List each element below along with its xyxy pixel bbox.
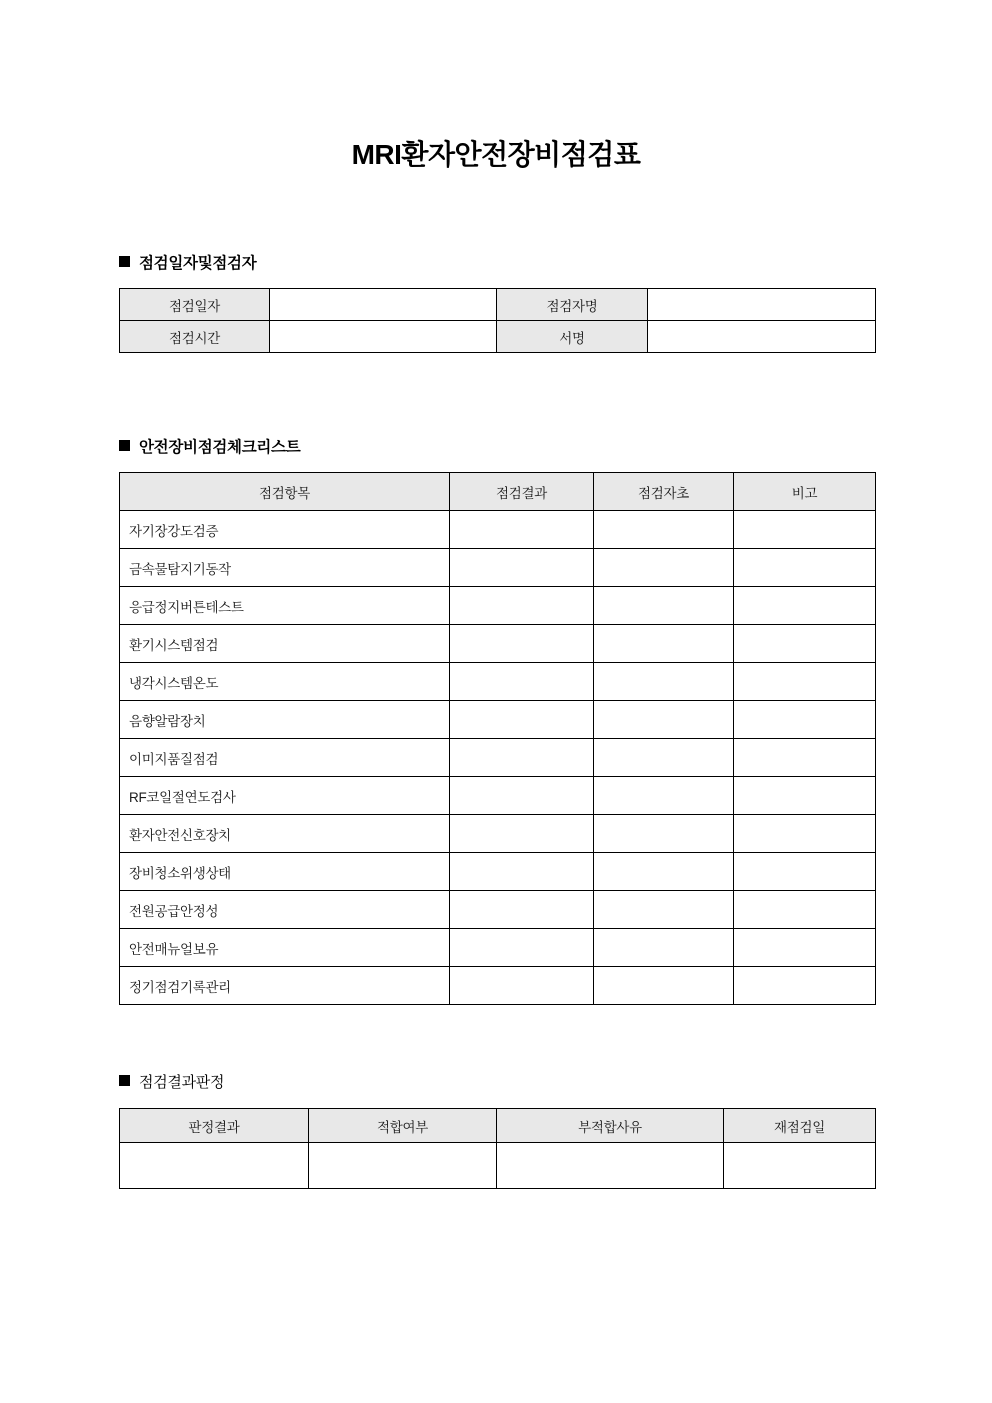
checklist-remarks-cell[interactable] <box>734 663 876 701</box>
checklist-remarks-cell[interactable] <box>734 815 876 853</box>
section-heading-inspector-label: 점검일자및점검자 <box>139 255 257 272</box>
checklist-item-label: 자기장강도검증 <box>120 511 450 549</box>
section-heading-judgement-label: 점검결과판정 <box>139 1074 225 1091</box>
checklist-remarks-cell[interactable] <box>734 777 876 815</box>
field-conformity[interactable] <box>309 1143 497 1189</box>
checklist-item-label: 이미지품질점검 <box>120 739 450 777</box>
column-header-judgement-result: 판정결과 <box>120 1109 309 1143</box>
table-header-row <box>120 1109 876 1143</box>
checklist-result-cell[interactable] <box>450 815 594 853</box>
checklist-initials-cell[interactable] <box>594 625 734 663</box>
table-row <box>120 853 876 891</box>
table-row <box>120 815 876 853</box>
checklist-item-label: 응급정지버튼테스트 <box>120 587 450 625</box>
checklist-initials-cell[interactable] <box>594 663 734 701</box>
table-row <box>120 289 876 321</box>
checklist-remarks-cell[interactable] <box>734 929 876 967</box>
checklist-result-cell[interactable] <box>450 739 594 777</box>
checklist-result-cell[interactable] <box>450 777 594 815</box>
checklist-result-cell[interactable] <box>450 549 594 587</box>
table-row <box>120 587 876 625</box>
checklist-item-label: 장비청소위생상태 <box>120 853 450 891</box>
field-signature[interactable] <box>648 321 876 353</box>
table-row <box>120 625 876 663</box>
checklist-remarks-cell[interactable] <box>734 701 876 739</box>
checklist-item-label: 금속물탐지기동작 <box>120 549 450 587</box>
square-bullet-icon <box>119 256 130 267</box>
checklist-item-label: 환기시스템점검 <box>120 625 450 663</box>
table-row <box>120 967 876 1005</box>
checklist-result-cell[interactable] <box>450 587 594 625</box>
checklist-item-label: 음향알람장치 <box>120 701 450 739</box>
checklist-initials-cell[interactable] <box>594 815 734 853</box>
table-row <box>120 511 876 549</box>
table-row <box>120 663 876 701</box>
checklist-item-label: RF코일절연도검사 <box>120 777 450 815</box>
field-inspection-time[interactable] <box>270 321 497 353</box>
table-row <box>120 739 876 777</box>
checklist-remarks-cell[interactable] <box>734 891 876 929</box>
checklist-item-label: 전원공급안정성 <box>120 891 450 929</box>
column-header-noncompliance-reason: 부적합사유 <box>497 1109 724 1143</box>
section-heading-checklist <box>119 435 300 457</box>
field-recheck-date[interactable] <box>724 1143 876 1189</box>
checklist-initials-cell[interactable] <box>594 701 734 739</box>
checklist-remarks-cell[interactable] <box>734 967 876 1005</box>
column-header-conformity: 적합여부 <box>309 1109 497 1143</box>
column-header-recheck-date: 재점검일 <box>724 1109 876 1143</box>
column-header-initials: 점검자초 <box>594 473 734 511</box>
inspector-info-table <box>119 288 876 353</box>
table-row <box>120 929 876 967</box>
checklist-initials-cell[interactable] <box>594 587 734 625</box>
checklist-remarks-cell[interactable] <box>734 587 876 625</box>
table-row <box>120 321 876 353</box>
page-title: MRI환자안전장비점검표 <box>351 139 641 170</box>
square-bullet-icon <box>119 1075 130 1086</box>
checklist-result-cell[interactable] <box>450 663 594 701</box>
column-header-remarks: 비고 <box>734 473 876 511</box>
checklist-remarks-cell[interactable] <box>734 511 876 549</box>
checklist-initials-cell[interactable] <box>594 777 734 815</box>
checklist-item-label: 정기점검기록관리 <box>120 967 450 1005</box>
square-bullet-icon <box>119 440 130 451</box>
column-header-result: 점검결과 <box>450 473 594 511</box>
table-row <box>120 891 876 929</box>
checklist-initials-cell[interactable] <box>594 929 734 967</box>
checklist-initials-cell[interactable] <box>594 891 734 929</box>
table-row <box>120 1143 876 1189</box>
checklist-item-label: 안전매뉴얼보유 <box>120 929 450 967</box>
label-inspection-time: 점검시간 <box>120 321 270 353</box>
checklist-result-cell[interactable] <box>450 625 594 663</box>
checklist-result-cell[interactable] <box>450 891 594 929</box>
checklist-result-cell[interactable] <box>450 701 594 739</box>
field-inspection-date[interactable] <box>270 289 497 321</box>
checklist-remarks-cell[interactable] <box>734 549 876 587</box>
section-heading-inspector <box>119 251 256 273</box>
field-judgement-result[interactable] <box>120 1143 309 1189</box>
checklist-result-cell[interactable] <box>450 511 594 549</box>
checklist-result-cell[interactable] <box>450 853 594 891</box>
checklist-initials-cell[interactable] <box>594 739 734 777</box>
table-row <box>120 549 876 587</box>
checklist-initials-cell[interactable] <box>594 511 734 549</box>
checklist-initials-cell[interactable] <box>594 853 734 891</box>
column-header-item: 점검항목 <box>120 473 450 511</box>
field-inspector-name[interactable] <box>648 289 876 321</box>
checklist-result-cell[interactable] <box>450 929 594 967</box>
checklist-initials-cell[interactable] <box>594 549 734 587</box>
section-heading-checklist-label: 안전장비점검체크리스트 <box>139 439 301 456</box>
checklist-result-cell[interactable] <box>450 967 594 1005</box>
checklist-remarks-cell[interactable] <box>734 625 876 663</box>
section-heading-judgement <box>119 1071 224 1092</box>
safety-equipment-checklist-table <box>119 472 876 1005</box>
inspection-judgement-table <box>119 1108 876 1189</box>
checklist-item-label: 냉각시스템온도 <box>120 663 450 701</box>
field-noncompliance-reason[interactable] <box>497 1143 724 1189</box>
checklist-remarks-cell[interactable] <box>734 853 876 891</box>
label-inspector-name: 점검자명 <box>497 289 648 321</box>
checklist-item-label: 환자안전신호장치 <box>120 815 450 853</box>
checklist-remarks-cell[interactable] <box>734 739 876 777</box>
label-signature: 서명 <box>497 321 648 353</box>
label-inspection-date: 점검일자 <box>120 289 270 321</box>
table-header-row <box>120 473 876 511</box>
checklist-initials-cell[interactable] <box>594 967 734 1005</box>
table-row <box>120 777 876 815</box>
table-row <box>120 701 876 739</box>
